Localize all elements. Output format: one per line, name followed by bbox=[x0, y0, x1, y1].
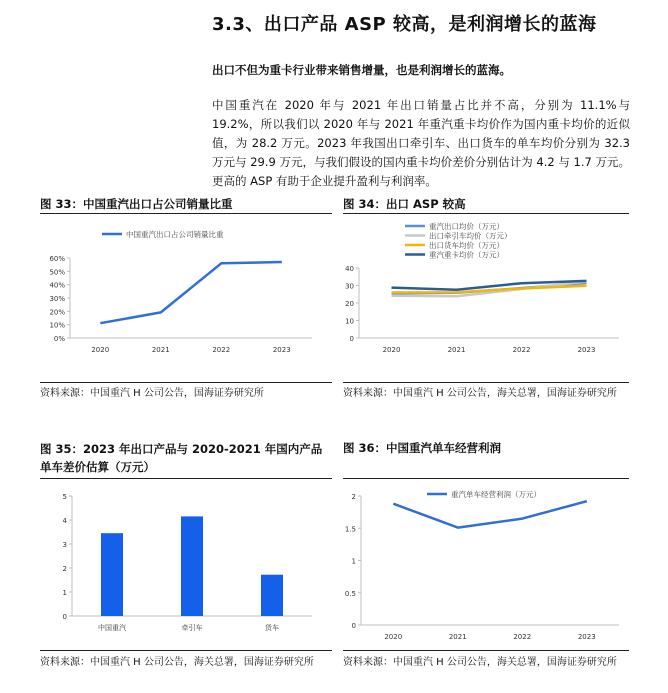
body-paragraph: 中国重汽在 2020 年与 2021 年出口销量占比并不高，分别为 11.1%与 19.2%，所以我们以 2020 年与 2021 年重汽重卡均价作为国内重卡均价的近似值，为 28.2 万元。2023 年我国出口牵引车、出口货车的单车均价分别为 32.3 万元与 29.9 万元，与我们假设的国内重卡均价差价分别估计为 4.2 与 1.7 万元。更高的 ASP 有助于企业提升盈利与利润率。 bbox=[212, 98, 630, 188]
section-title: 3.3、出口产品 ASP 较高，是利润增长的蓝海 bbox=[212, 14, 597, 35]
fig36-x-tick-label: 2020 bbox=[384, 633, 403, 641]
fig33-y-tick-label: 0% bbox=[53, 335, 65, 343]
fig36-series-line-1 bbox=[393, 501, 587, 527]
fig36-y-tick-label: 1 bbox=[351, 557, 356, 566]
figure-33-top-rule bbox=[40, 213, 332, 214]
figure-34-chart bbox=[343, 216, 629, 378]
fig34-legend-label: 重汽出口均价（万元） bbox=[429, 222, 504, 231]
figure-36-chart bbox=[343, 482, 629, 648]
fig35-x-tick-label: 中国重汽 bbox=[98, 624, 126, 632]
fig33-legend-label: 中国重汽出口占公司销量比重 bbox=[126, 230, 224, 239]
fig34-legend-label: 出口货车均价（万元） bbox=[429, 241, 504, 250]
fig35-bar-2 bbox=[181, 516, 203, 616]
figure-36-top-rule bbox=[343, 478, 629, 479]
fig34-legend-label: 出口牵引车均价（万元） bbox=[429, 231, 512, 241]
fig34-y-tick-label: 10 bbox=[345, 317, 354, 326]
fig34-y-tick-label: 20 bbox=[345, 300, 354, 308]
fig34-x-tick-label: 2021 bbox=[447, 346, 466, 354]
fig35-y-tick-label: 1 bbox=[62, 589, 67, 597]
fig35-y-tick-label: 2 bbox=[62, 565, 67, 573]
fig36-x-tick-label: 2023 bbox=[577, 633, 596, 641]
figure-34-top-rule bbox=[343, 213, 629, 214]
fig33-y-tick-label: 30% bbox=[49, 295, 65, 303]
fig36-y-tick-label: 1.5 bbox=[344, 525, 356, 534]
fig35-y-tick-label: 3 bbox=[62, 541, 67, 549]
fig35-x-tick-label: 货车 bbox=[265, 624, 279, 632]
fig33-y-tick-label: 10% bbox=[49, 321, 65, 330]
figure-36-source: 资料来源：中国重汽 H 公司公告，海关总署，国海证券研究所 bbox=[343, 657, 617, 668]
fig33-x-tick-label: 2022 bbox=[212, 346, 231, 354]
fig36-y-tick-label: 2 bbox=[351, 493, 356, 501]
fig36-x-tick-label: 2022 bbox=[513, 633, 532, 641]
figure-34-source: 资料来源：中国重汽 H 公司公告，海关总署，国海证券研究所 bbox=[343, 388, 617, 399]
figure-34-title: 图 34：出口 ASP 较高 bbox=[343, 197, 466, 211]
fig36-y-tick-label: 0.5 bbox=[344, 589, 356, 598]
fig33-x-tick-label: 2023 bbox=[272, 346, 291, 354]
fig35-x-tick-label: 牵引车 bbox=[181, 624, 203, 632]
figure-35-bottom-rule bbox=[40, 650, 332, 651]
fig33-y-tick-label: 40% bbox=[49, 281, 65, 290]
fig33-x-tick-label: 2021 bbox=[151, 346, 170, 354]
figure-35-source: 资料来源：中国重汽 H 公司公告，海关总署，国海证券研究所 bbox=[40, 657, 314, 668]
fig33-series-line-1 bbox=[100, 262, 281, 323]
lead-sentence: 出口不但为重卡行业带来销售增量，也是利润增长的蓝海。 bbox=[212, 63, 511, 77]
fig33-y-tick-label: 50% bbox=[49, 268, 65, 277]
figure-33-bottom-rule bbox=[40, 382, 332, 383]
fig35-bar-3 bbox=[261, 575, 283, 616]
figure-35-chart bbox=[40, 482, 332, 642]
figure-33-title: 图 33：中国重汽出口占公司销量比重 bbox=[40, 197, 233, 211]
figure-34-bottom-rule bbox=[343, 382, 629, 383]
fig34-x-tick-label: 2023 bbox=[577, 346, 596, 354]
fig36-y-tick-label: 0 bbox=[351, 622, 356, 630]
figure-35-title: 图 35：2023 年出口产品与 2020-2021 年国内产品单车差价估算（万元） bbox=[40, 442, 323, 474]
fig34-y-tick-label: 0 bbox=[349, 335, 354, 343]
fig35-bar-1 bbox=[101, 533, 123, 616]
figure-35-top-rule bbox=[40, 478, 332, 479]
fig35-y-tick-label: 5 bbox=[62, 493, 67, 501]
fig33-y-tick-label: 20% bbox=[49, 308, 65, 317]
fig33-x-tick-label: 2020 bbox=[91, 346, 110, 354]
figure-36-title: 图 36：中国重汽单车经营利润 bbox=[343, 441, 502, 455]
fig36-legend-label: 重汽单车经营利润（万元） bbox=[451, 490, 541, 499]
fig35-y-tick-label: 0 bbox=[62, 613, 67, 621]
fig35-y-tick-label: 4 bbox=[62, 517, 67, 525]
fig34-x-tick-label: 2020 bbox=[382, 346, 401, 354]
fig33-y-tick-label: 60% bbox=[49, 255, 65, 263]
fig36-x-tick-label: 2021 bbox=[448, 633, 467, 641]
fig34-y-tick-label: 30 bbox=[345, 282, 354, 291]
figure-33-chart bbox=[40, 216, 332, 378]
fig34-legend-label: 重汽重卡均价（万元） bbox=[429, 250, 504, 260]
figure-36-bottom-rule bbox=[343, 650, 629, 651]
fig34-x-tick-label: 2022 bbox=[512, 346, 531, 354]
fig34-y-tick-label: 40 bbox=[345, 265, 354, 273]
figure-33-source: 资料来源：中国重汽 H 公司公告，国海证券研究所 bbox=[40, 388, 264, 399]
